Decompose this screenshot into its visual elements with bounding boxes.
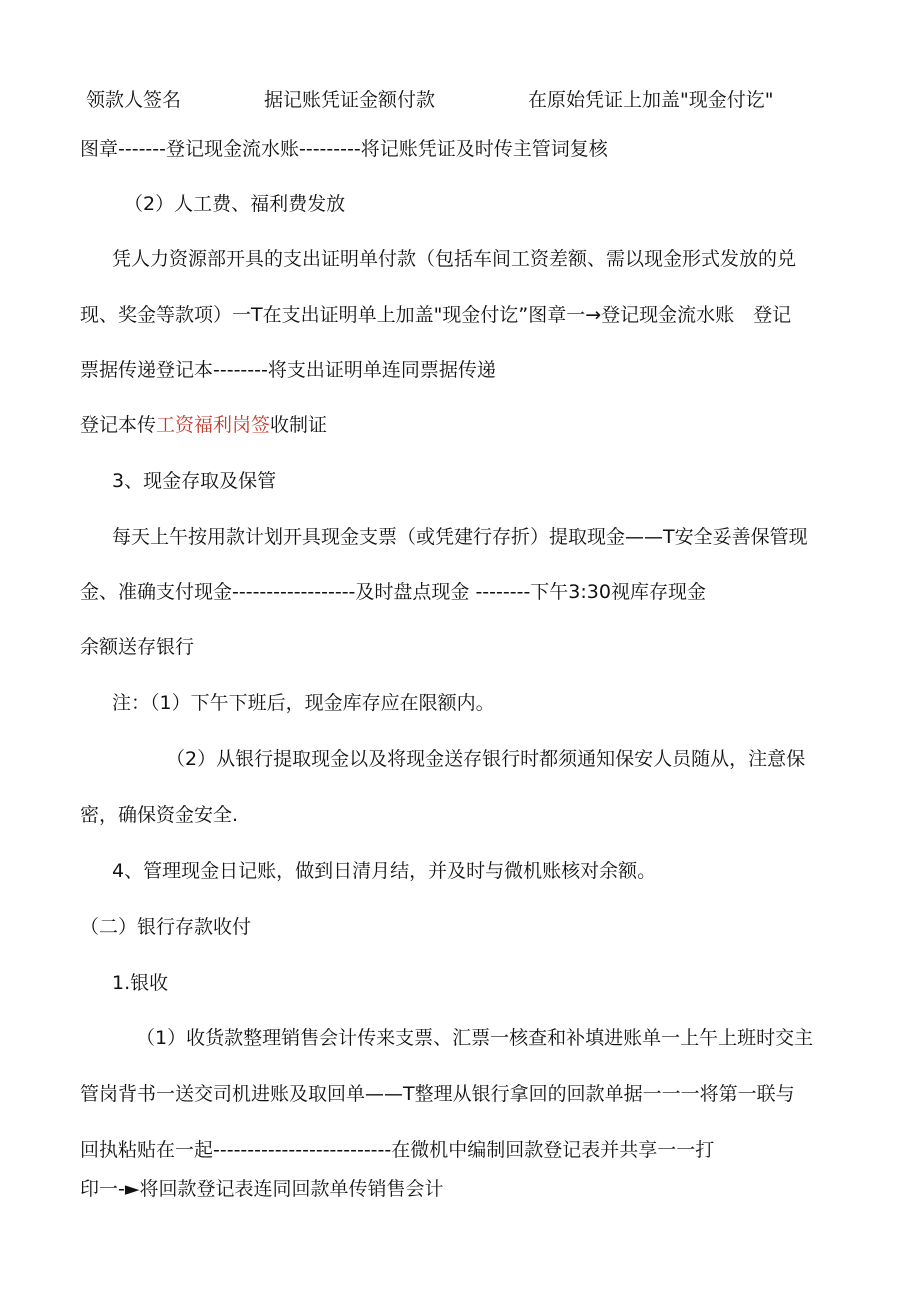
line-15: 4、管理现金日记账，做到日清月结，并及时与微机账核对余额。 bbox=[112, 860, 657, 882]
line-4: 凭人力资源部开具的支出证明单付款（包括车间工资差额、需以现金形式发放的兑 bbox=[112, 248, 797, 270]
line-14: 密，确保资金安全. bbox=[80, 804, 239, 826]
line-9: 每天上午按用款计划开具现金支票（或凭建行存折）提取现金——T安全妥善保管现 bbox=[112, 526, 808, 548]
line-17-heading: 1.银收 bbox=[112, 972, 169, 994]
line-1a: 领款人签名 bbox=[86, 89, 182, 111]
line-1c: 在原始凭证上加盖"现金付讫" bbox=[528, 89, 774, 111]
line-18: （1）收货款整理销售会计传来支票、汇票一核查和补填进账单一上午上班时交主 bbox=[136, 1027, 814, 1049]
line-11: 余额送存银行 bbox=[80, 636, 195, 658]
line-1b: 据记账凭证金额付款 bbox=[264, 89, 436, 111]
line-7-pre: 登记本传 bbox=[80, 414, 157, 436]
line-7-red: 工资福利岗签 bbox=[156, 414, 271, 436]
line-16-heading: （二）银行存款收付 bbox=[80, 916, 252, 938]
line-21: 印一-►将回款登记表连同回款单传销售会计 bbox=[80, 1178, 444, 1200]
line-13: （2）从银行提取现金以及将现金送存银行时都须通知保安人员随从，注意保 bbox=[166, 748, 806, 770]
line-8-heading: 3、现金存取及保管 bbox=[112, 470, 277, 492]
line-10: 金、准确支付现金------------------及时盘点现金 --------下午3:30视库存现金 bbox=[80, 581, 706, 603]
line-2: 图章-------登记现金流水账---------将记账凭证及时传主管词复核 bbox=[80, 138, 608, 160]
line-6: 票据传递登记本--------将支出证明单连同票据传递 bbox=[80, 359, 496, 381]
line-20: 回执粘贴在一起--------------------------在微机中编制回款登记表并共享一一打 bbox=[80, 1139, 715, 1161]
line-3-heading: （2）人工费、福利费发放 bbox=[124, 193, 346, 215]
line-12: 注：（1）下午下班后，现金库存应在限额内。 bbox=[112, 692, 495, 714]
line-5: 现、奖金等款项）一T在支出证明单上加盖"现金付讫”图章一→登记现金流水账 登记 bbox=[80, 304, 792, 326]
line-7 bbox=[80, 412, 327, 438]
line-7-post: 收制证 bbox=[270, 414, 328, 436]
line-19: 管岗背书一送交司机进账及取回单——T整理从银行拿回的回款单据一一一将第一联与 bbox=[80, 1083, 795, 1105]
